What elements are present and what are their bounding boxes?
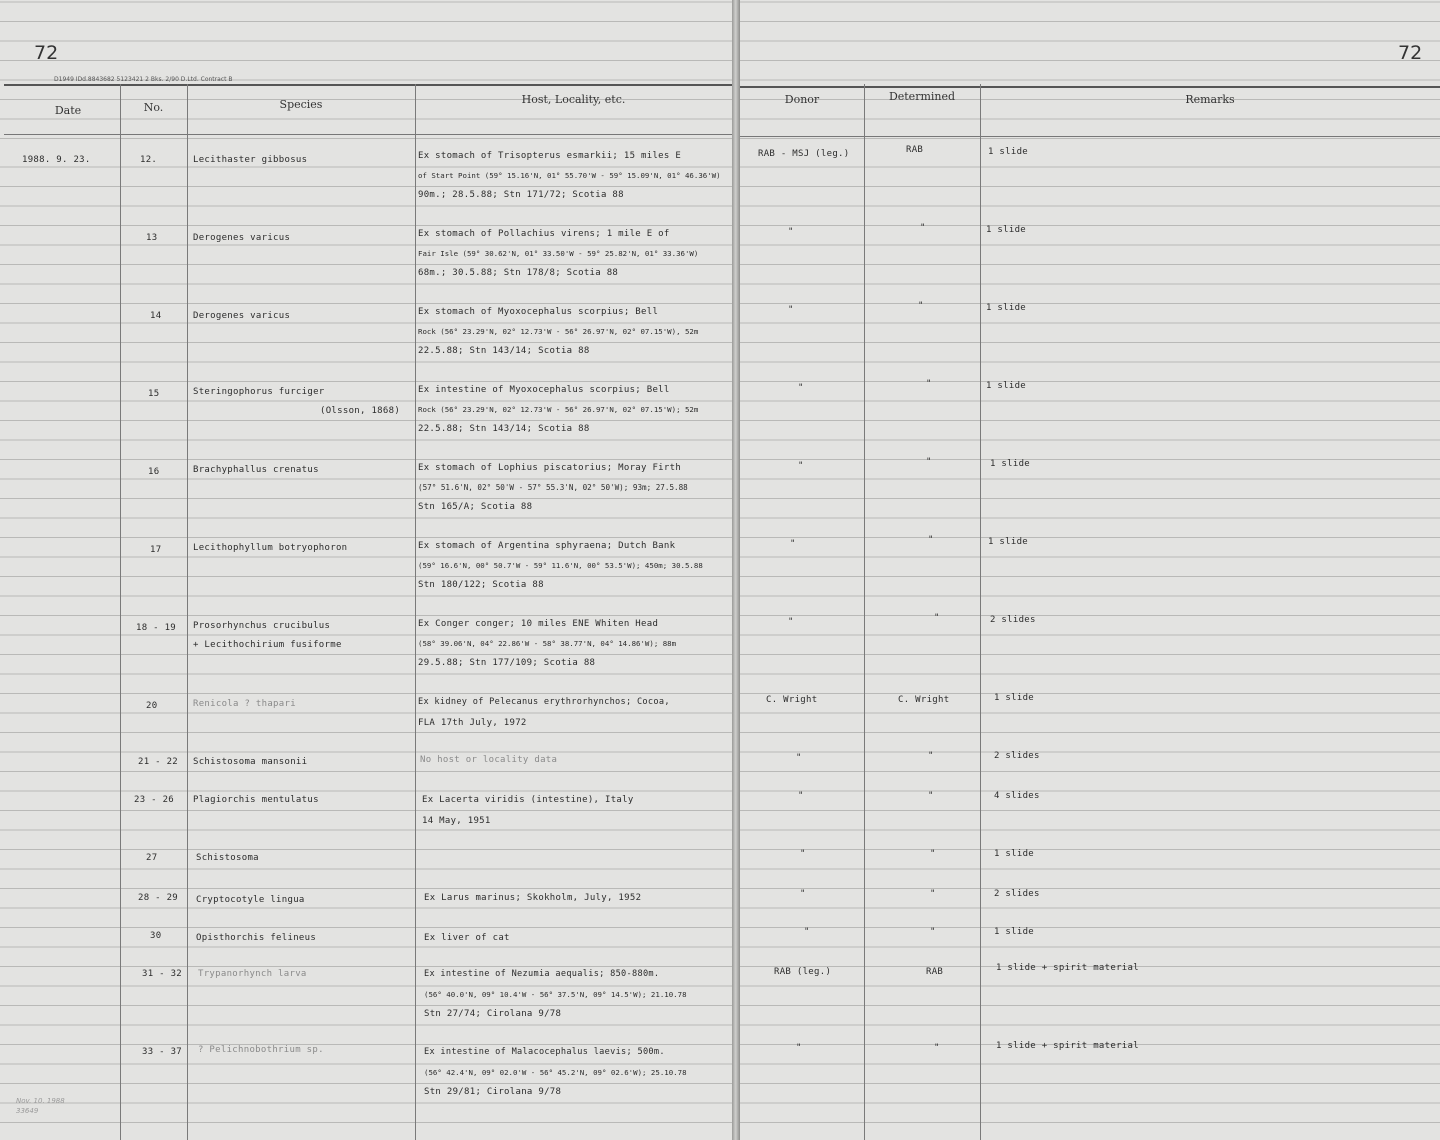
entry-determined: " bbox=[934, 1043, 940, 1053]
entry-donor: " bbox=[788, 617, 794, 627]
entry-host-line: Ex kidney of Pelecanus erythrorhynchos; Cocoa, bbox=[418, 697, 670, 707]
entry-host-line: 90m.; 28.5.88; Stn 171/72; Scotia 88 bbox=[418, 190, 624, 200]
header-bottom-rule-right bbox=[740, 136, 1440, 137]
entry-species: Derogenes varicus bbox=[193, 311, 291, 321]
header-date: Date bbox=[54, 104, 82, 117]
header-determined: Determined bbox=[888, 90, 956, 103]
entry-determined: " bbox=[920, 223, 926, 233]
entry-number: 21 - 22 bbox=[138, 757, 179, 767]
margin-pencil-note bbox=[16, 1096, 65, 1116]
entry-number: 16 bbox=[148, 467, 160, 477]
entry-host-line: (58° 39.06'N, 04° 22.86'W - 58° 38.77'N, 04° 14.86'W); 88m bbox=[418, 639, 677, 648]
entry-determined: RAB bbox=[926, 967, 944, 977]
entry-number: 33 - 37 bbox=[142, 1047, 183, 1057]
entry-donor: RAB (leg.) bbox=[774, 967, 832, 977]
entry-host-line: 14 May, 1951 bbox=[422, 816, 491, 826]
entry-determined: C. Wright bbox=[898, 695, 950, 705]
entry-number: 31 - 32 bbox=[142, 969, 183, 979]
page-number-right: 72 bbox=[1398, 42, 1423, 64]
entry-donor: " bbox=[796, 753, 802, 763]
entry-determined: " bbox=[926, 457, 932, 467]
entry-host-line: Ex stomach of Pollachius virens; 1 mile E of bbox=[418, 229, 670, 239]
entry-donor: " bbox=[796, 1043, 802, 1053]
entry-donor: " bbox=[798, 461, 804, 471]
entry-remarks: 1 slide bbox=[990, 459, 1031, 469]
entry-host-line: Ex intestine of Myoxocephalus scorpius; Bell bbox=[418, 385, 670, 395]
entry-species: Schistosoma bbox=[196, 853, 259, 863]
column-rule bbox=[864, 84, 865, 1140]
entry-host-line: Ex Conger conger; 10 miles ENE Whiten Head bbox=[418, 619, 659, 629]
entry-host-line: Stn 165/A; Scotia 88 bbox=[418, 502, 533, 512]
margin-note-line: Nov. 10. 1988 bbox=[16, 1097, 65, 1105]
entry-host-line: Fair Isle (59° 30.62'N, 01° 33.50'W - 59° 25.82'N, 01° 33.36'W) bbox=[418, 249, 699, 258]
entry-remarks: 1 slide bbox=[986, 381, 1027, 391]
entry-donor: " bbox=[798, 383, 804, 393]
entry-donor: " bbox=[800, 889, 806, 899]
header-species: Species bbox=[279, 98, 323, 111]
entry-remarks: 1 slide bbox=[994, 927, 1035, 937]
entry-donor: C. Wright bbox=[766, 695, 818, 705]
entry-host-line: Stn 27/74; Cirolana 9/78 bbox=[424, 1009, 562, 1019]
entry-remarks: 1 slide bbox=[994, 849, 1035, 859]
entry-host-line: 22.5.88; Stn 143/14; Scotia 88 bbox=[418, 346, 590, 356]
entry-determined: " bbox=[918, 301, 924, 311]
entry-species: ? Pelichnobothrium sp. bbox=[198, 1045, 324, 1055]
entry-donor: " bbox=[800, 849, 806, 859]
entry-host-line: (56° 40.0'N, 09° 10.4'W - 56° 37.5'N, 09° 14.5'W); 21.10.78 bbox=[424, 990, 687, 999]
entry-species: Derogenes varicus bbox=[193, 233, 291, 243]
entry-host-line: 29.5.88; Stn 177/109; Scotia 88 bbox=[418, 658, 596, 668]
entry-host-line: Ex stomach of Trisopterus esmarkii; 15 miles E bbox=[418, 151, 682, 161]
entry-donor: " bbox=[788, 227, 794, 237]
entry-host-line: (57° 51.6'N, 02° 50'W - 57° 55.3'N, 02° 50'W); 93m; 27.5.88 bbox=[418, 483, 688, 492]
entry-remarks: 1 slide bbox=[988, 147, 1029, 157]
entry-species: Lecithophyllum botryophoron bbox=[193, 543, 348, 553]
entry-host-line: Ex liver of cat bbox=[424, 933, 510, 943]
entry-donor: " bbox=[790, 539, 796, 549]
book-gutter bbox=[732, 0, 740, 1140]
page-number-left: 72 bbox=[34, 42, 59, 64]
entry-host-line: Stn 29/81; Cirolana 9/78 bbox=[424, 1087, 562, 1097]
entry-host-line: Stn 180/122; Scotia 88 bbox=[418, 580, 544, 590]
entry-number: 30 bbox=[150, 931, 162, 941]
entry-number: 23 - 26 bbox=[134, 795, 175, 805]
entry-donor: " bbox=[798, 791, 804, 801]
entry-species: Steringophorus furciger bbox=[193, 387, 325, 397]
column-rule bbox=[980, 84, 981, 1140]
header-bottom-rule-left bbox=[4, 134, 732, 135]
entry-number: 27 bbox=[146, 853, 158, 863]
entry-number: 20 bbox=[146, 701, 158, 711]
header-top-rule-right bbox=[740, 86, 1440, 88]
header-top-rule-left bbox=[4, 84, 732, 86]
entry-number: 13 bbox=[146, 233, 158, 243]
entry-host-line: No host or locality data bbox=[420, 755, 558, 765]
entry-number: 14 bbox=[150, 311, 162, 321]
entry-species: Lecithaster gibbosus bbox=[193, 155, 308, 165]
entry-determined: " bbox=[928, 791, 934, 801]
margin-note-line: 33649 bbox=[16, 1107, 39, 1115]
header-remarks: Remarks bbox=[1185, 93, 1235, 106]
header-no: No. bbox=[143, 101, 164, 114]
entry-host-line: Ex stomach of Argentina sphyraena; Dutch Bank bbox=[418, 541, 676, 551]
entry-determined: " bbox=[930, 927, 936, 937]
entry-determined: " bbox=[934, 613, 940, 623]
entry-host-line: Ex intestine of Nezumia aequalis; 850-880m. bbox=[424, 969, 660, 979]
entry-determined: " bbox=[930, 849, 936, 859]
entry-host-line: (59° 16.6'N, 00° 50.7'W - 59° 11.6'N, 00° 53.5'W); 450m; 30.5.88 bbox=[418, 561, 703, 570]
entry-host-line: Ex stomach of Lophius piscatorius; Moray Firth bbox=[418, 463, 682, 473]
entry-determined: " bbox=[928, 535, 934, 545]
entry-donor: RAB - MSJ (leg.) bbox=[758, 149, 850, 159]
column-rule bbox=[187, 84, 188, 1140]
entry-host-line: Ex stomach of Myoxocephalus scorpius; Bell bbox=[418, 307, 659, 317]
entry-host-line: Rock (56° 23.29'N, 02° 12.73'W - 56° 26.97'N, 02° 07.15'W); 52m bbox=[418, 405, 699, 414]
entry-remarks: 4 slides bbox=[994, 791, 1040, 801]
entry-remarks: 1 slide bbox=[986, 225, 1027, 235]
entry-host-line: FLA 17th July, 1972 bbox=[418, 718, 527, 728]
entry-species: Plagiorchis mentulatus bbox=[193, 795, 319, 805]
entry-remarks: 2 slides bbox=[990, 615, 1036, 625]
entry-species: Schistosoma mansonii bbox=[193, 757, 308, 767]
entry-number: 18 - 19 bbox=[136, 623, 177, 633]
entry-host-line: 22.5.88; Stn 143/14; Scotia 88 bbox=[418, 424, 590, 434]
entry-donor: " bbox=[804, 927, 810, 937]
entry-species: Trypanorhynch larva bbox=[198, 969, 307, 979]
entry-date: 1988. 9. 23. bbox=[22, 155, 91, 165]
entry-determined: RAB bbox=[906, 145, 924, 155]
entry-number: 12. bbox=[140, 155, 158, 165]
entry-number: 15 bbox=[148, 389, 160, 399]
entry-species: Prosorhynchus crucibulus bbox=[193, 621, 331, 631]
entry-host-line: Ex Larus marinus; Skokholm, July, 1952 bbox=[424, 893, 642, 903]
entry-species: Opisthorchis felineus bbox=[196, 933, 317, 943]
column-rule bbox=[415, 84, 416, 1140]
entry-number: 28 - 29 bbox=[138, 893, 179, 903]
entry-host-line: Ex Lacerta viridis (intestine), Italy bbox=[422, 795, 634, 805]
entry-number: 17 bbox=[150, 545, 162, 555]
entry-species: Renicola ? thapari bbox=[193, 699, 296, 709]
entry-species: + Lecithochirium fusiforme bbox=[193, 640, 342, 650]
header-donor: Donor bbox=[784, 93, 820, 106]
entry-remarks: 1 slide bbox=[994, 693, 1035, 703]
entry-host-line: 68m.; 30.5.88; Stn 178/8; Scotia 88 bbox=[418, 268, 619, 278]
entry-remarks: 1 slide bbox=[986, 303, 1027, 313]
printer-imprint: D1949 IDd.8843682 5123421 2 Bks. 2/90 D.Ltd. Contract B bbox=[54, 76, 233, 83]
entry-host-line: (56° 42.4'N, 09° 02.0'W - 56° 45.2'N, 09° 02.6'W); 25.10.78 bbox=[424, 1068, 687, 1077]
entry-remarks: 2 slides bbox=[994, 751, 1040, 761]
entry-species: Brachyphallus crenatus bbox=[193, 465, 319, 475]
entry-determined: " bbox=[926, 379, 932, 389]
entry-donor: " bbox=[788, 305, 794, 315]
entry-remarks: 1 slide + spirit material bbox=[996, 1041, 1139, 1051]
column-rule bbox=[120, 84, 121, 1140]
header-host-locality: Host, Locality, etc. bbox=[521, 93, 626, 106]
entry-host-line: Rock (56° 23.29'N, 02° 12.73'W - 56° 26.97'N, 02° 07.15'W), 52m bbox=[418, 327, 699, 336]
entry-species-authority: (Olsson, 1868) bbox=[320, 406, 401, 416]
entry-determined: " bbox=[930, 889, 936, 899]
entry-remarks: 1 slide bbox=[988, 537, 1029, 547]
entry-remarks: 2 slides bbox=[994, 889, 1040, 899]
entry-host-line: Ex intestine of Malacocephalus laevis; 500m. bbox=[424, 1047, 665, 1057]
entry-host-line: of Start Point (59° 15.16'N, 01° 55.70'W - 59° 15.09'N, 01° 46.36'W) bbox=[418, 171, 721, 180]
entry-species: Cryptocotyle lingua bbox=[196, 895, 305, 905]
entry-determined: " bbox=[928, 751, 934, 761]
entry-remarks: 1 slide + spirit material bbox=[996, 963, 1139, 973]
